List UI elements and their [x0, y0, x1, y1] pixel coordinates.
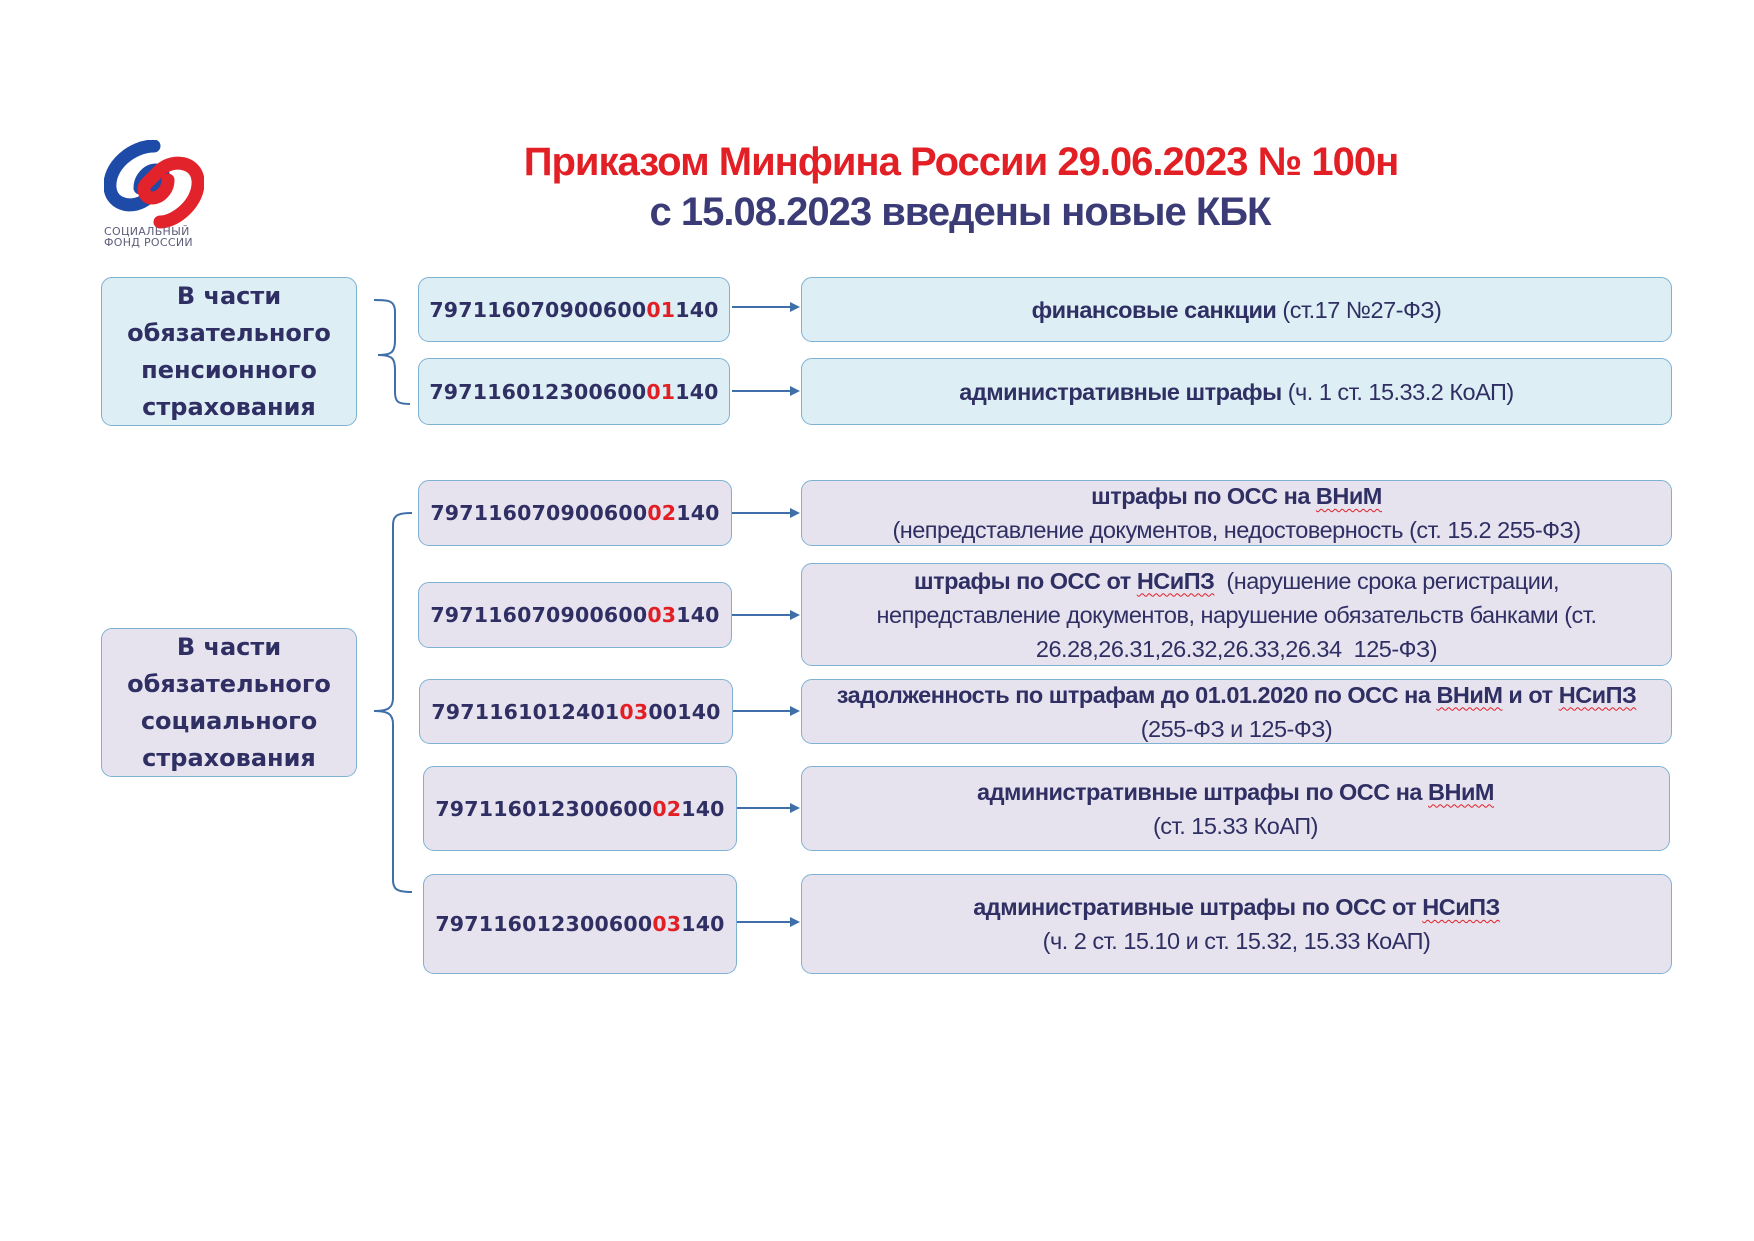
kbk-description-1 [801, 277, 1672, 342]
category-social: В части обязательного социального страхования [101, 628, 357, 777]
kbk-description-7 [801, 874, 1672, 974]
code-highlight: 01 [646, 379, 676, 404]
kbk-code-5 [419, 679, 733, 744]
description-bold: задолженность по штрафам до 01.01.2020 по ОСС на [836, 681, 1437, 708]
code-part: 797116012300600 [429, 379, 647, 404]
kbk-description-6 [801, 766, 1670, 851]
code-part: 140 [676, 603, 720, 627]
description-term: ВНиМ [1315, 483, 1382, 509]
kbk-code-2 [418, 358, 730, 425]
code-part: 7971161012401 [431, 699, 620, 724]
title-line-1: Приказом Минфина России 29.06.2023 № 100н [523, 140, 1399, 184]
code-part: 140 [681, 796, 725, 821]
social-bracket-lower [374, 711, 412, 892]
pension-bracket [374, 300, 410, 404]
code-part: 00140 [648, 699, 721, 724]
social-bracket [374, 513, 412, 711]
description-line-2: (ст. 15.33 КоАП) [1152, 812, 1318, 839]
kbk-description-5 [801, 679, 1672, 744]
description-bold: штрафы по ОСС на [1091, 483, 1316, 509]
description-line-2: (255-ФЗ и 125-ФЗ) [1140, 715, 1333, 742]
kbk-code-4 [418, 582, 732, 648]
title-line-2: с 15.08.2023 введены новые КБК [649, 190, 1271, 234]
code-highlight: 02 [652, 796, 682, 821]
code-part: 797116012300600 [435, 912, 653, 936]
description-bold: административные штрафы [959, 378, 1282, 405]
description-bold: штрафы по ОСС от [914, 567, 1137, 594]
kbk-code-3 [418, 480, 732, 546]
code-part: 797116070900600 [430, 501, 648, 525]
code-highlight: 01 [646, 297, 676, 322]
code-part: 797116070900600 [429, 297, 647, 322]
code-part: 797116012300600 [435, 796, 653, 821]
kbk-code-6 [423, 766, 737, 851]
description-line-2: непредставление документов, нарушение обязательств банками (ст. [876, 601, 1597, 628]
description-line [892, 479, 1580, 513]
code-highlight: 03 [647, 603, 677, 627]
category-pension: В части обязательного пенсионного страхования [101, 277, 357, 426]
kbk-description-2 [801, 358, 1672, 425]
description-term: ВНиМ [1428, 778, 1494, 805]
description-line-3: 26.28,26.31,26.32,26.33,26.34 125-ФЗ) [1035, 635, 1438, 662]
code-part: 140 [675, 379, 719, 404]
kbk-code-7 [423, 874, 737, 974]
code-part: 140 [676, 501, 720, 525]
description-bold-2: и от [1502, 681, 1559, 708]
description-line [973, 890, 1500, 924]
description-text: (ч. 1 ст. 15.33.2 КоАП) [1281, 378, 1514, 405]
description-term: НСиПЗ [1136, 567, 1215, 594]
code-part: 797116070900600 [430, 603, 648, 627]
description-bold: административные штрафы по ОСС на [977, 778, 1429, 805]
description-term: НСиПЗ [1422, 894, 1500, 920]
code-highlight: 02 [647, 501, 677, 525]
code-part: 140 [675, 297, 719, 322]
kbk-code-1 [418, 277, 730, 342]
code-highlight: 03 [619, 699, 649, 724]
logo-caption-line-1: СОЦИАЛЬНЫЙ [104, 225, 190, 238]
logo-caption-line-2: ФОНД РОССИИ [104, 236, 193, 249]
description-line [837, 678, 1636, 712]
kbk-description-3 [801, 480, 1672, 546]
description-bold: финансовые санкции [1031, 296, 1277, 323]
code-highlight: 03 [652, 912, 682, 936]
description-term-2: НСиПЗ [1558, 681, 1637, 708]
description-line [977, 775, 1494, 809]
description-line-2: (ч. 2 ст. 15.10 и ст. 15.32, 15.33 КоАП) [1042, 928, 1431, 954]
kbk-description-4 [801, 563, 1672, 666]
description-line-2: (непредставление документов, недостоверность (ст. 15.2 255-ФЗ) [892, 517, 1581, 543]
description-text: (ст.17 №27-ФЗ) [1276, 296, 1442, 323]
description-line [1032, 293, 1442, 327]
description-text: (нарушение срока регистрации, [1214, 567, 1559, 594]
description-line [959, 375, 1513, 409]
description-bold: административные штрафы по ОСС от [973, 894, 1423, 920]
code-part: 140 [681, 912, 725, 936]
description-line [877, 564, 1597, 598]
description-term: ВНиМ [1436, 681, 1503, 708]
